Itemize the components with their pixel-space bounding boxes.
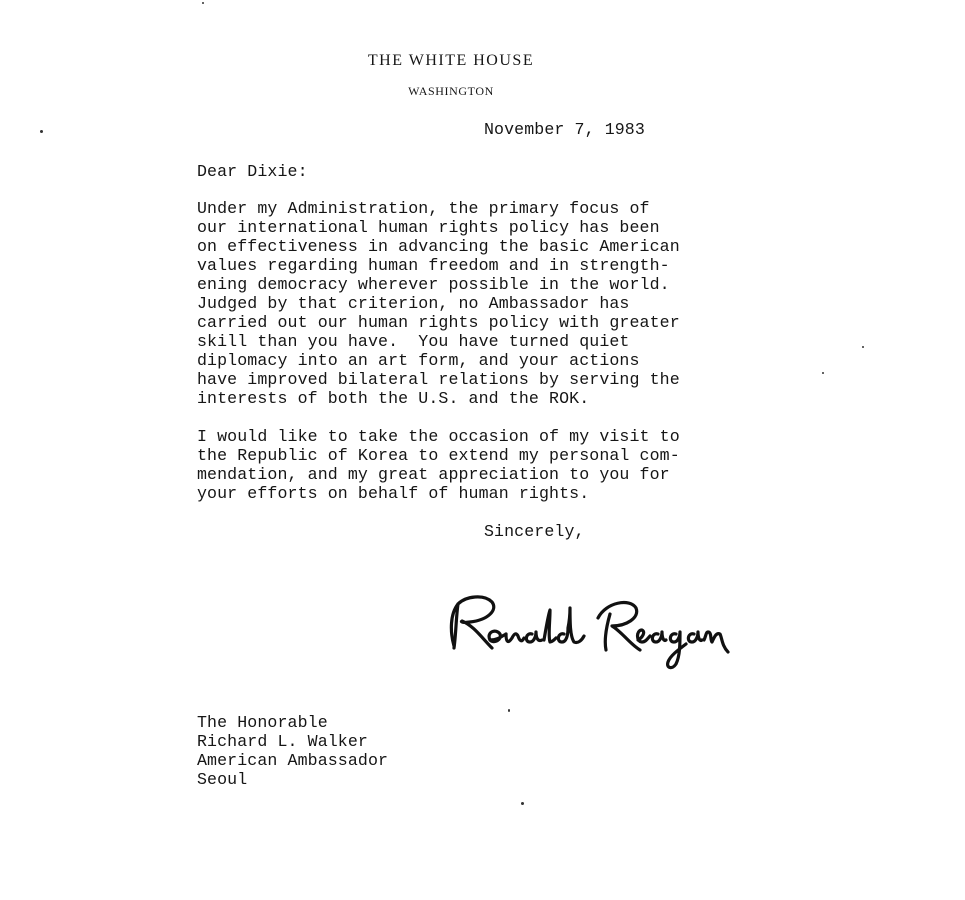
salutation: Dear Dixie: <box>197 162 308 181</box>
letterhead-title: THE WHITE HOUSE <box>367 52 535 69</box>
scan-speck <box>40 130 43 133</box>
scan-speck <box>508 709 510 712</box>
scan-speck <box>822 372 824 374</box>
scan-speck <box>521 802 524 805</box>
body-paragraph-2: I would like to take the occasion of my visit to the Republic of Korea to extend my personal com- mendation, and my great appreciation to you for your efforts on behalf of human rights. <box>197 427 680 503</box>
scan-speck <box>862 346 864 348</box>
addressee-block: The Honorable Richard L. Walker American Ambassador Seoul <box>197 713 389 789</box>
letterhead-location: WASHINGTON <box>408 84 494 98</box>
signature <box>440 588 735 678</box>
letter-date: November 7, 1983 <box>484 120 645 139</box>
scan-speck <box>202 2 204 4</box>
body-paragraph-1: Under my Administration, the primary focus of our international human rights policy has been on effectiveness in advancing the basic American values regarding human freedom and in strength- ening democracy wherever possible in the world. Judged by that criterion, no Ambassador has carried out our human rights policy with greater skill than you have. You have turned quiet diplomacy into an art form, and your actions have improved bilateral relations by serving the interests of both the U.S. and the ROK. <box>197 199 680 408</box>
closing: Sincerely, <box>484 522 585 541</box>
